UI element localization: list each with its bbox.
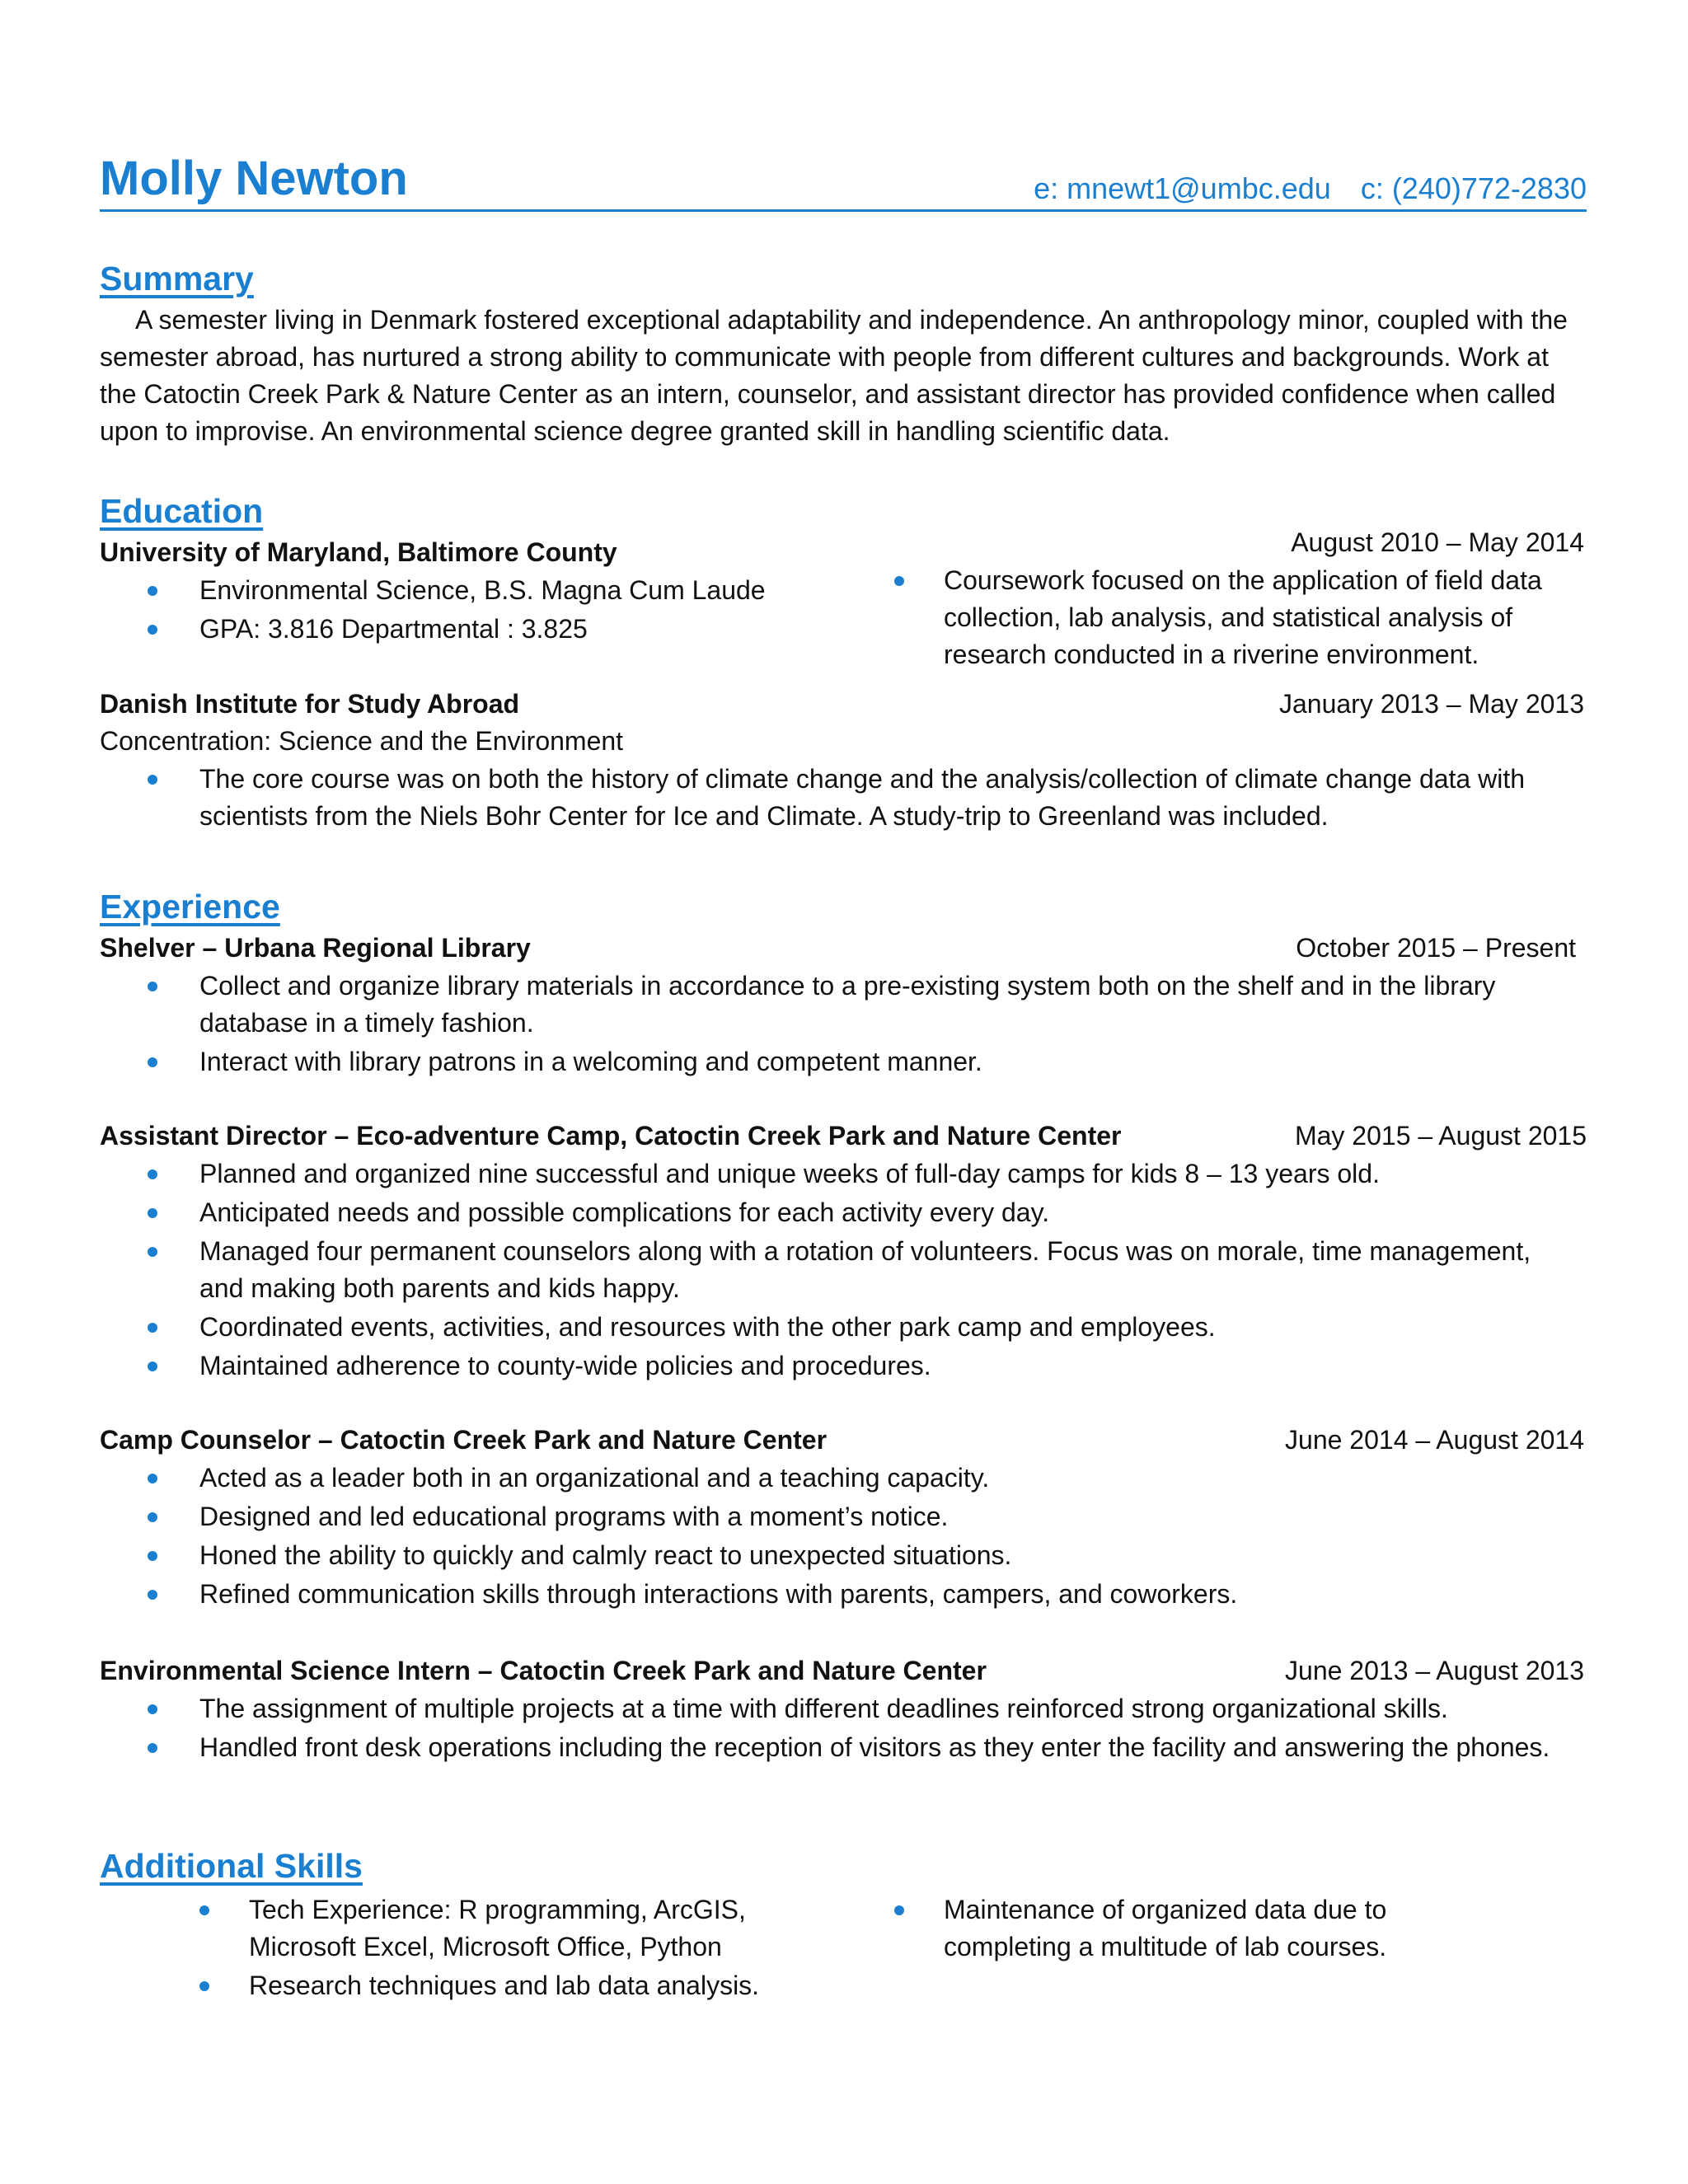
email-link[interactable]: e: mnewt1@umbc.edu [1034,171,1331,205]
bullet-icon [148,586,157,596]
bullet-icon [148,1323,157,1333]
list-item: Research techniques and lab data analysis. [199,1967,793,2004]
list-item: Managed four permanent counselors along with a rotation of volunteers. Focus was on morale, time management, and making both parents and kids happy. [100,1233,1575,1307]
job-dates: May 2015 – August 2015 [1294,1121,1587,1151]
phone-number: c: (240)772-2830 [1360,171,1587,205]
list-item: Interact with library patrons in a welcoming and competent manner. [100,1043,1575,1080]
skills-heading: Additional Skills [100,1847,363,1885]
list-item: Handled front desk operations including the reception of visitors as they enter the facility and answering the phones. [100,1729,1575,1766]
bullet-icon [148,1208,157,1218]
contact-info [1012,168,1587,209]
job-title: Assistant Director – Eco-adventure Camp, Catoctin Creek Park and Nature Center [100,1121,1122,1151]
bullet-icon [148,1704,157,1714]
bullet-icon [148,982,157,991]
umbc-left-bullets [100,572,842,648]
bullet-icon [148,1590,157,1600]
list-item: Coursework focused on the application of field data collection, lab analysis, and statistical analysis of research conducted in a riverine environment. [894,562,1588,673]
job-dates: June 2013 – August 2013 [1285,1656,1584,1685]
list-item: Tech Experience: R programming, ArcGIS, Microsoft Excel, Microsoft Office, Python [199,1891,793,1966]
list-item: Environmental Science, B.S. Magna Cum Laude [100,572,842,609]
bullet-icon [148,1551,157,1561]
school-name-umbc: University of Maryland, Baltimore County [100,537,617,567]
job-title: Shelver – Urbana Regional Library [100,933,531,963]
list-item: Maintenance of organized data due to completing a multitude of lab courses. [894,1891,1521,1966]
bullet-icon [199,1905,209,1915]
list-item: Coordinated events, activities, and resources with the other park camp and employees. [100,1309,1575,1346]
job-bullets [100,968,1575,1080]
list-item: Designed and led educational programs with a moment’s notice. [100,1498,1575,1535]
bullet-icon [199,1981,209,1991]
bullet-icon [148,625,157,635]
umbc-right-bullets [894,562,1588,673]
list-item: GPA: 3.816 Departmental : 3.825 [100,611,842,648]
job-title: Environmental Science Intern – Catoctin Creek Park and Nature Center [100,1656,987,1685]
job-bullets [100,1690,1575,1766]
job-title: Camp Counselor – Catoctin Creek Park and Nature Center [100,1425,828,1455]
bullet-icon [148,1361,157,1371]
bullet-icon [148,1247,157,1257]
bullet-icon [148,1057,157,1067]
list-item: The core course was on both the history of climate change and the analysis/collection of climate change data with scientists from the Niels Bohr Center for Ice and Climate. A study-trip to Greenland was included. [100,761,1575,835]
skills-left-bullets [199,1891,793,2004]
education-heading: Education [100,492,264,530]
job-dates: October 2015 – Present [1296,933,1576,963]
bullet-icon [894,576,904,586]
bullet-icon [148,1512,157,1522]
skills-right-bullets [894,1891,1521,1966]
summary-text: A semester living in Denmark fostered exceptional adaptability and independence. An anthropology minor, coupled with the semester abroad, has nurtured a strong ability to communicate with people from different cultures and backgrounds. Work at the Catoctin Creek Park & Nature Center as an intern, counselor, and assistant director has provided confidence when called upon to improvise. An environmental science degree granted skill in handling scientific data. [100,305,1568,446]
header [100,148,1587,212]
school-dates-dis: January 2013 – May 2013 [1278,689,1584,719]
list-item: Refined communication skills through interactions with parents, campers, and coworkers. [100,1576,1575,1613]
job-dates: June 2014 – August 2014 [1285,1425,1584,1455]
job-bullets [100,1155,1575,1385]
candidate-name: Molly Newton [100,152,408,205]
list-item: Acted as a leader both in an organizational and a teaching capacity. [100,1460,1575,1497]
list-item: Anticipated needs and possible complications for each activity every day. [100,1194,1575,1231]
list-item: The assignment of multiple projects at a time with different deadlines reinforced strong organizational skills. [100,1690,1575,1727]
bullet-icon [148,1743,157,1753]
bullet-icon [148,1474,157,1483]
bullet-icon [148,775,157,785]
school-name-dis: Danish Institute for Study Abroad [100,689,520,719]
job-bullets [100,1460,1575,1613]
experience-heading: Experience [100,888,280,926]
dis-bullets [100,761,1575,835]
concentration: Concentration: Science and the Environment [100,726,624,756]
bullet-icon [148,1169,157,1179]
school-dates-umbc: August 2010 – May 2014 [1291,527,1584,557]
list-item: Collect and organize library materials in accordance to a pre-existing system both on the shelf and in the library database in a timely fashion. [100,968,1575,1042]
list-item: Planned and organized nine successful and unique weeks of full-day camps for kids 8 – 13 years old. [100,1155,1575,1193]
bullet-icon [894,1905,904,1915]
summary-heading: Summary [100,260,254,298]
list-item: Maintained adherence to county-wide policies and procedures. [100,1347,1575,1385]
list-item: Honed the ability to quickly and calmly react to unexpected situations. [100,1537,1575,1574]
